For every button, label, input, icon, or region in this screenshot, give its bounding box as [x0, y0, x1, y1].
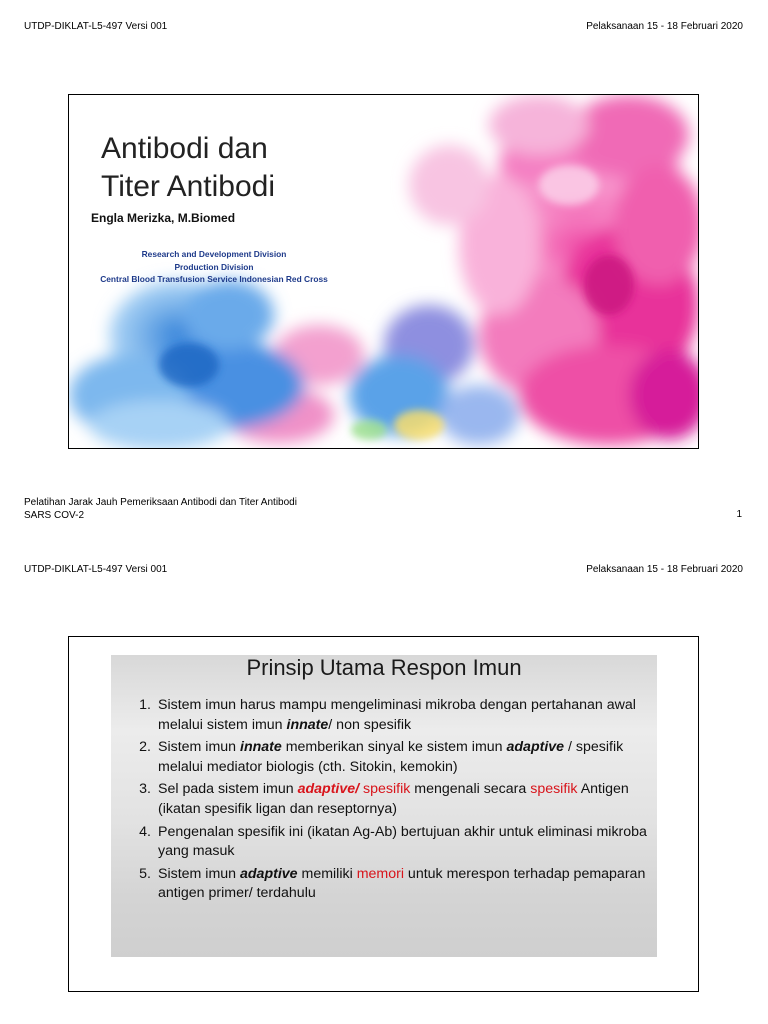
- organization-block: Research and Development Division Production Division Central Blood Transfusion Service Indonesian Red Cross: [100, 249, 328, 284]
- slide-title: Prinsip Utama Respon Imun: [246, 655, 522, 680]
- page-number: 1: [736, 509, 742, 520]
- doc-code: UTDP-DIKLAT-L5-497 Versi 001: [24, 21, 168, 32]
- course-title: Pelatihan Jarak Jauh Pemeriksaan Antibodi dan Titer Antibodi SARS COV-2: [24, 497, 297, 521]
- principles-list: [121, 696, 651, 907]
- list-item: 1. Sistem imun harus mampu mengeliminasi mikroba dengan pertahanan awal melalui sistem imun innate/ non spesifik: [139, 697, 636, 733]
- list-item: 3. Sel pada sistem imun adaptive/ spesifik mengenali secara spesifik Antigen (ikatan spesifik ligan dan reseptornya): [139, 781, 629, 817]
- doc-code-2: UTDP-DIKLAT-L5-497 Versi 001: [24, 564, 168, 575]
- list-item: 4. Pengenalan spesifik ini (ikatan Ag-Ab) bertujuan akhir untuk eliminasi mikroba yang masuk: [139, 823, 647, 860]
- author-name: Engla Merizka, M.Biomed: [91, 211, 236, 225]
- content-panel: [111, 655, 657, 957]
- list-item: 2. Sistem imun innate memberikan sinyal ke sistem imun adaptive / spesifik melalui mediator biologis (cth. Sitokin, kemokin): [139, 739, 624, 775]
- principles-slide: [68, 636, 699, 992]
- schedule-text-2: Pelaksanaan 15 - 18 Februari 2020: [586, 564, 743, 575]
- slide-title: Antibodi dan Titer Antibodi: [101, 132, 275, 203]
- title-slide: [68, 94, 699, 449]
- schedule-text: Pelaksanaan 15 - 18 Februari 2020: [586, 21, 743, 32]
- list-item: 5. Sistem imun adaptive memiliki memori untuk merespon terhadap pemaparan antigen primer/ terdahulu: [139, 865, 646, 902]
